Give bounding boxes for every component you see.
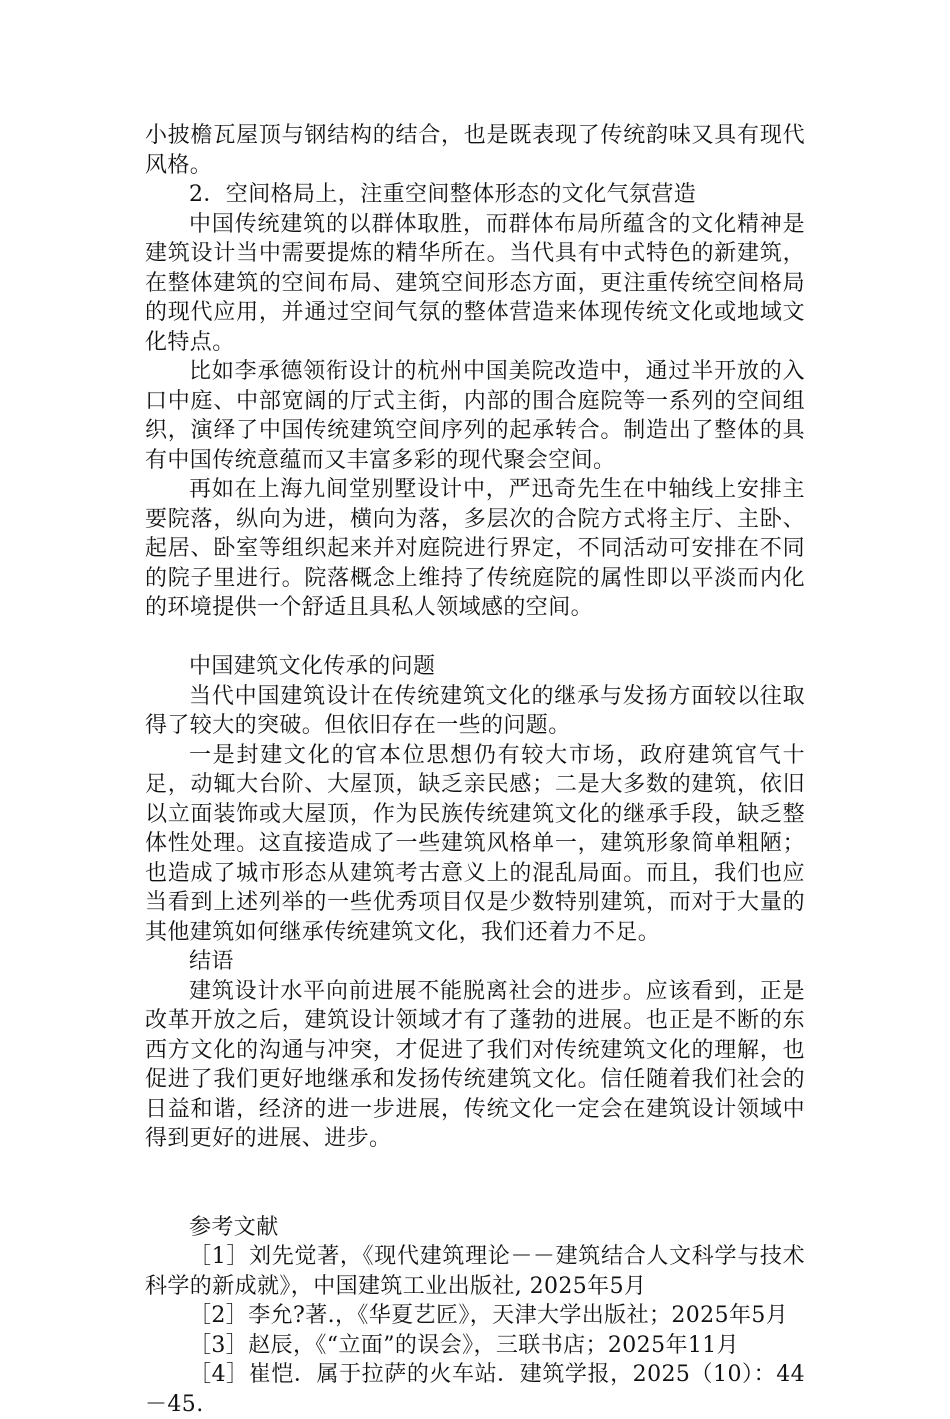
- section-2-heading: 2．空间格局上，注重空间整体形态的文化气氛营造: [189, 182, 697, 207]
- reference-item: ［3］赵辰，《“立面”的误会》，三联书店；2025年11月: [189, 1332, 740, 1358]
- reference-item: ［4］崔恺．属于拉萨的火车站．建筑学报，2025（10）：44－45.: [145, 1362, 805, 1417]
- reference-item: ［1］刘先觉著，《现代建筑理论－－建筑结合人文科学与技术科学的新成就》，中国建筑工业出版社, 2025年5月: [145, 1244, 805, 1299]
- section-2-paragraph-3: 再如在上海九间堂别墅设计中，严迅奇先生在中轴线上安排主要院落，纵向为进，横向为落，多层次的合院方式将主厅、主卧、起居、卧室等组织起来并对庭院进行界定，不同活动可安排在不同的院子里进行。院落概念上维持了传统庭院的属性即以平淡而内化的环境提供一个舒适且具私人领域感的空间。: [145, 477, 805, 620]
- section-2-paragraph-1: 中国传统建筑的以群体取胜，而群体布局所蕴含的文化精神是建筑设计当中需要提炼的精华所在。当代具有中式特色的新建筑，在整体建筑的空间布局、建筑空间形态方面，更注重传统空间格局的现代应用，并通过空间气氛的整体营造来体现传统文化或地域文化特点。: [145, 211, 805, 355]
- reference-item: ［2］李允?著.，《华夏艺匠》，天津大学出版社；2025年5月: [189, 1303, 789, 1328]
- conclusion-paragraph: 建筑设计水平向前进展不能脱离社会的进步。应该看到，正是改革开放之后，建筑设计领域才有了蓬勃的进展。也正是不断的东西方文化的沟通与冲突，才促进了我们对传统建筑文化的理解，也促进了我们更好地继承和发扬传统建筑文化。信任随着我们社会的日益和谐，经济的进一步进展，传统文化一定会在建筑设计领域中得到更好的进展、进步。: [145, 978, 805, 1151]
- problems-paragraph-2: 一是封建文化的官本位思想仍有较大市场，政府建筑官气十足，动辄大台阶、大屋顶，缺乏亲民感；二是大多数的建筑，依旧以立面装饰或大屋顶，作为民族传统建筑文化的继承手段，缺乏整体性处理。这直接造成了一些建筑风格单一，建筑形象简单粗陋；也造成了城市形态从建筑考古意义上的混乱局面。而且，我们也应当看到上述列举的一些优秀项目仅是少数特别建筑，而对于大量的其他建筑如何继承传统建筑文化，我们还着力不足。: [145, 742, 805, 945]
- problems-paragraph-1: 当代中国建筑设计在传统建筑文化的继承与发扬方面较以往取得了较大的突破。但依旧存在一些的问题。: [145, 683, 805, 738]
- section-2-paragraph-2: 比如李承德领衔设计的杭州中国美院改造中，通过半开放的入口中庭、中部宽阔的厅式主街，内部的围合庭院等一系列的空间组织，演绎了中国传统建筑空间序列的起承转合。制造出了整体的具有中国传统意蕴而又丰富多彩的现代聚会空间。: [145, 359, 805, 473]
- document-body: [145, 121, 805, 1419]
- problems-heading: 中国建筑文化传承的问题: [189, 654, 436, 679]
- paragraph-spacer: [145, 623, 805, 653]
- section-spacer: [145, 1154, 805, 1213]
- references-list: [145, 1242, 805, 1419]
- conclusion-heading: 结语: [189, 949, 234, 974]
- references-heading: 参考文献: [189, 1214, 279, 1240]
- intro-tail-paragraph: 小披檐瓦屋顶与钢结构的结合，也是既表现了传统韵味又具有现代风格。: [145, 123, 805, 178]
